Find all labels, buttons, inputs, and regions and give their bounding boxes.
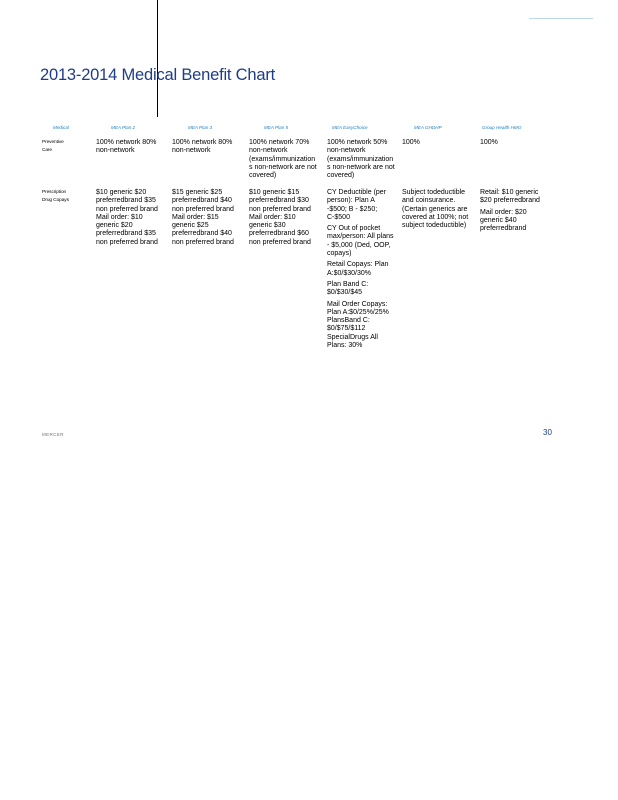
rx-retail-text: $10 generic $15 preferredbrand $30 non preferred brand <box>249 189 311 213</box>
page-title: 2013-2014 Medical Benefit Chart <box>40 66 276 84</box>
rx-retail-copays-text: Retail Copays: Plan A:$0/$30/30% <box>327 261 389 277</box>
cell-rx-easychoice <box>327 189 395 350</box>
rx-mail-text: Mail order: $15 generic $25 preferredbrand $40 non preferred brand <box>172 213 234 246</box>
row-label-line: Care <box>42 147 52 153</box>
vertical-rule <box>157 0 158 117</box>
cell-rx-plan5 <box>249 189 315 247</box>
row-label-preventive-care <box>42 139 64 154</box>
rx-oop-max-text: CY Out of pocket max/person: All plans - $5,000 (Ded, OOP, copays) <box>327 225 394 258</box>
rx-retail-text: Retail: $10 generic $20 preferredbrand <box>480 189 540 205</box>
header-group-health-hmo: Group Health HMO <box>482 125 522 130</box>
cell-rx-plan3 <box>172 189 240 247</box>
page-number: 30 <box>543 428 552 437</box>
rx-retail-text: $15 generic $25 preferredbrand $40 non preferred brand <box>172 189 234 213</box>
cell-rx-hmo <box>480 189 544 233</box>
cell-preventive-easychoice: 100% network 50% non-network (exams/immunization s non-network are not covered) <box>327 139 395 180</box>
row-label-line: Prescription <box>42 190 67 195</box>
cell-preventive-plan3: 100% network 80% non-network <box>172 139 233 155</box>
header-mea-ghdhp: MEA GHDHP <box>414 125 442 130</box>
rx-retail-text: $10 generic $20 preferredbrand $35 non preferred brand <box>96 189 158 213</box>
rx-mail-text: Mail order: $20 generic $40 preferredbrand <box>480 208 527 233</box>
header-mea-plan-5: MEA Plan 5 <box>264 125 289 130</box>
cell-preventive-plan5: 100% network 70% non-network (exams/immunization s non-network are not covered) <box>249 139 317 180</box>
cell-rx-ghdhp: Subject todeductible and coinsurance. (Certain generics are covered at 100%; not subject todeductible) <box>402 189 469 230</box>
header-mea-plan-2: MEA Plan 2 <box>111 125 136 130</box>
row-label-line: Drug Copays <box>42 197 69 203</box>
row-label-line: Preventive <box>42 140 64 145</box>
footer-brand: MERCER <box>42 432 64 437</box>
cell-preventive-hmo: 100% <box>480 139 498 146</box>
header-medical: Medical <box>53 125 69 130</box>
row-label-prescription-drug-copays <box>42 189 69 204</box>
rx-mail-text: Mail order: $10 generic $30 preferredbrand $60 non preferred brand <box>249 213 311 246</box>
rx-mail-order-copays-text: Mail Order Copays: Plan A:$0/25%/25% PlansBand C: $0/$75/$112 SpecialDrugs All Plans: 30% <box>327 300 389 350</box>
header-mea-plan-3: MEA Plan 3 <box>188 125 213 130</box>
cell-preventive-plan2: 100% network 80% non-network <box>96 139 157 155</box>
cell-preventive-ghdhp: 100% <box>402 139 420 146</box>
rx-plan-b-c-text: Plan Band C: $0/$30/$45 <box>327 280 369 297</box>
cell-rx-plan2 <box>96 189 162 247</box>
header-accent-line <box>529 18 593 19</box>
rx-mail-text: Mail order: $10 generic $20 preferredbrand $35 non preferred brand <box>96 213 158 246</box>
header-mea-easychoice: MEA EasyChoice <box>332 125 368 130</box>
rx-deductible-text: CY Deductible (per person): Plan A -$500; B - $250; C-$500 <box>327 189 387 221</box>
